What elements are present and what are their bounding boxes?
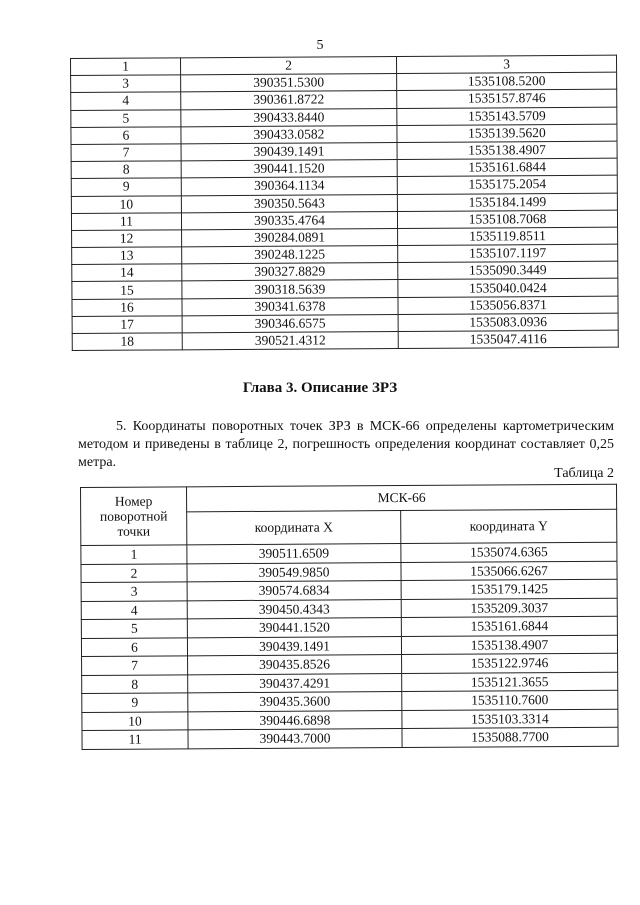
coordinate-y-cell: 1535074.6365 bbox=[401, 542, 617, 562]
coordinate-y-cell: 1535161.6844 bbox=[397, 158, 617, 177]
coordinate-x-cell: 390364.1134 bbox=[181, 177, 397, 196]
point-number-cell: 6 bbox=[71, 127, 181, 145]
coordinates-table-continued bbox=[70, 55, 619, 352]
header-coordinate-x: координата X bbox=[187, 511, 401, 545]
coordinate-x-cell: 390361.8722 bbox=[181, 91, 397, 110]
coordinate-x-cell: 390284.0891 bbox=[182, 228, 398, 247]
coordinate-y-cell: 1535209.3037 bbox=[401, 598, 617, 618]
coordinate-y-cell: 1535122.9746 bbox=[402, 653, 618, 673]
point-number-cell: 18 bbox=[72, 333, 182, 351]
coordinate-x-cell: 390439.1491 bbox=[181, 142, 397, 161]
coordinate-x-cell: 390327.8829 bbox=[182, 263, 398, 282]
column-header: 1 bbox=[71, 58, 181, 76]
coordinate-y-cell: 1535179.1425 bbox=[401, 579, 617, 599]
point-number-cell: 11 bbox=[71, 213, 181, 231]
page-number: 5 bbox=[316, 38, 324, 53]
coordinate-x-cell: 390350.5643 bbox=[181, 194, 397, 213]
point-number-cell: 4 bbox=[71, 92, 181, 110]
coordinate-x-cell: 390341.6378 bbox=[182, 297, 398, 316]
coordinate-x-cell: 390441.1520 bbox=[187, 618, 401, 638]
coordinate-y-cell: 1535108.5200 bbox=[397, 72, 617, 91]
column-header: 2 bbox=[181, 57, 397, 76]
coordinate-y-cell: 1535088.7700 bbox=[402, 727, 618, 747]
coordinates-table-2 bbox=[80, 484, 619, 750]
coordinate-y-cell: 1535161.6844 bbox=[401, 616, 617, 636]
point-number-cell: 14 bbox=[72, 264, 182, 282]
coordinate-x-cell: 390574.6834 bbox=[187, 581, 401, 601]
coordinate-y-cell: 1535184.1499 bbox=[397, 193, 617, 212]
coordinate-y-cell: 1535143.5709 bbox=[397, 107, 617, 126]
table-caption: Таблица 2 bbox=[554, 466, 614, 481]
point-number-cell: 10 bbox=[71, 195, 181, 213]
coordinate-y-cell: 1535107.1197 bbox=[398, 244, 618, 263]
coordinate-y-cell: 1535110.7600 bbox=[402, 690, 618, 710]
coordinate-y-cell: 1535090.3449 bbox=[398, 261, 618, 280]
header-coordinate-y: координата Y bbox=[401, 509, 617, 543]
point-number-cell: 8 bbox=[82, 674, 188, 693]
coordinate-y-cell: 1535175.2054 bbox=[397, 175, 617, 194]
coordinate-x-cell: 390441.1520 bbox=[181, 160, 397, 179]
point-number-cell: 5 bbox=[81, 619, 187, 638]
coordinate-y-cell: 1535083.0936 bbox=[398, 313, 618, 332]
coordinate-x-cell: 390351.5300 bbox=[181, 74, 397, 93]
coordinate-x-cell: 390443.7000 bbox=[188, 729, 402, 749]
coordinate-x-cell: 390549.9850 bbox=[187, 562, 401, 582]
coordinate-x-cell: 390346.6575 bbox=[182, 314, 398, 333]
coordinate-x-cell: 390437.4291 bbox=[188, 673, 402, 693]
coordinate-y-cell: 1535066.6267 bbox=[401, 561, 617, 581]
coordinate-y-cell: 1535040.0424 bbox=[398, 279, 618, 298]
table-row bbox=[72, 330, 618, 351]
coordinate-x-cell: 390435.8526 bbox=[188, 655, 402, 675]
header-coordinate-system: МСК-66 bbox=[187, 484, 617, 512]
point-number-cell: 6 bbox=[81, 637, 187, 656]
point-number-cell: 13 bbox=[72, 247, 182, 265]
point-number-cell: 4 bbox=[81, 600, 187, 619]
point-number-cell: 15 bbox=[72, 281, 182, 299]
coordinate-y-cell: 1535103.3314 bbox=[402, 709, 618, 729]
coordinate-x-cell: 390450.4343 bbox=[187, 599, 401, 619]
coordinate-y-cell: 1535138.4907 bbox=[397, 141, 617, 160]
header-point-number: Номер поворотной точки bbox=[81, 487, 187, 546]
coordinate-y-cell: 1535157.8746 bbox=[397, 90, 617, 109]
coordinate-x-cell: 390435.3600 bbox=[188, 692, 402, 712]
point-number-cell: 10 bbox=[82, 711, 188, 730]
coordinate-y-cell: 1535119.8511 bbox=[398, 227, 618, 246]
paragraph-coordinates-description: 5. Координаты поворотных точек ЗРЗ в МСК-66 определены картометрическим методом и приведены в таблице 2, погрешность определения координат составляет 0,25 метра. bbox=[78, 419, 614, 470]
point-number-cell: 8 bbox=[71, 161, 181, 179]
point-number-cell: 11 bbox=[82, 730, 188, 749]
coordinate-y-cell: 1535139.5620 bbox=[397, 124, 617, 143]
coordinate-x-cell: 390521.4312 bbox=[182, 332, 398, 351]
point-number-cell: 9 bbox=[82, 693, 188, 712]
point-number-cell: 7 bbox=[71, 144, 181, 162]
table-row bbox=[82, 727, 618, 749]
coordinate-x-cell: 390433.8440 bbox=[181, 108, 397, 127]
column-header: 3 bbox=[396, 55, 616, 74]
point-number-cell: 5 bbox=[71, 109, 181, 127]
coordinate-y-cell: 1535108.7068 bbox=[397, 210, 617, 229]
coordinate-y-cell: 1535138.4907 bbox=[401, 635, 617, 655]
point-number-cell: 9 bbox=[71, 178, 181, 196]
coordinate-x-cell: 390248.1225 bbox=[182, 246, 398, 265]
coordinate-x-cell: 390439.1491 bbox=[187, 636, 401, 656]
point-number-cell: 3 bbox=[81, 582, 187, 601]
table-header-row bbox=[81, 484, 617, 512]
coordinate-y-cell: 1535121.3655 bbox=[402, 672, 618, 692]
point-number-cell: 17 bbox=[72, 316, 182, 334]
chapter-title: Глава 3. Описание ЗРЗ bbox=[242, 380, 398, 396]
coordinate-x-cell: 390433.0582 bbox=[181, 125, 397, 144]
coordinate-x-cell: 390446.6898 bbox=[188, 710, 402, 730]
coordinate-y-cell: 1535047.4116 bbox=[398, 330, 618, 349]
point-number-cell: 12 bbox=[72, 230, 182, 248]
point-number-cell: 2 bbox=[81, 563, 187, 582]
point-number-cell: 1 bbox=[81, 545, 187, 564]
coordinate-y-cell: 1535056.8371 bbox=[398, 296, 618, 315]
coordinate-x-cell: 390511.6509 bbox=[187, 544, 401, 564]
point-number-cell: 16 bbox=[72, 298, 182, 316]
point-number-cell: 3 bbox=[71, 75, 181, 93]
coordinate-x-cell: 390335.4764 bbox=[181, 211, 397, 230]
point-number-cell: 7 bbox=[82, 656, 188, 675]
coordinate-x-cell: 390318.5639 bbox=[182, 280, 398, 299]
